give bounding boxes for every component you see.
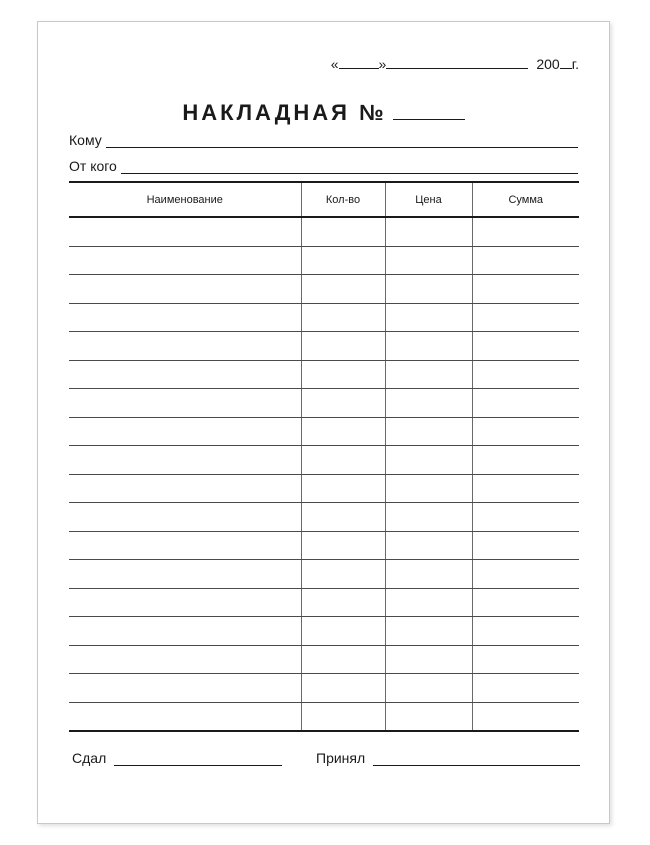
- received-signature: [316, 750, 580, 766]
- day-field[interactable]: [339, 56, 379, 69]
- table-row: [69, 617, 579, 646]
- invoice-number-field[interactable]: [393, 101, 465, 120]
- table-body: [69, 217, 579, 731]
- invoice-form-sheet: [37, 21, 610, 824]
- name-cell[interactable]: [69, 588, 301, 617]
- received-label: Принял: [316, 750, 366, 766]
- table-row: [69, 303, 579, 332]
- name-cell[interactable]: [69, 303, 301, 332]
- month-field[interactable]: [386, 56, 528, 69]
- name-cell[interactable]: [69, 645, 301, 674]
- column-header-sum: Сумма: [472, 182, 579, 217]
- sender-field[interactable]: [121, 160, 578, 174]
- price-cell[interactable]: [385, 702, 472, 731]
- table-row: [69, 275, 579, 304]
- handed-over-signature: [72, 750, 282, 766]
- date-open-quote: «: [330, 56, 339, 72]
- name-cell[interactable]: [69, 246, 301, 275]
- quantity-cell[interactable]: [301, 560, 385, 589]
- sum-cell[interactable]: [472, 702, 579, 731]
- recipient-label: Кому: [69, 132, 102, 148]
- quantity-cell[interactable]: [301, 617, 385, 646]
- quantity-cell[interactable]: [301, 389, 385, 418]
- price-cell[interactable]: [385, 417, 472, 446]
- quantity-cell[interactable]: [301, 645, 385, 674]
- sum-cell[interactable]: [472, 417, 579, 446]
- year-prefix: 200: [536, 56, 560, 72]
- sum-cell[interactable]: [472, 560, 579, 589]
- sum-cell[interactable]: [472, 474, 579, 503]
- document-title-text: НАКЛАДНАЯ №: [182, 100, 387, 125]
- table-row: [69, 446, 579, 475]
- price-cell[interactable]: [385, 389, 472, 418]
- price-cell[interactable]: [385, 503, 472, 532]
- sender-row: [69, 158, 578, 174]
- column-header-price: Цена: [385, 182, 472, 217]
- price-cell[interactable]: [385, 303, 472, 332]
- table-row: [69, 702, 579, 731]
- document-title: [38, 100, 609, 126]
- price-cell[interactable]: [385, 560, 472, 589]
- name-cell[interactable]: [69, 674, 301, 703]
- recipient-row: [69, 132, 578, 148]
- name-cell[interactable]: [69, 617, 301, 646]
- name-cell[interactable]: [69, 417, 301, 446]
- sum-cell[interactable]: [472, 645, 579, 674]
- sum-cell[interactable]: [472, 246, 579, 275]
- table-row: [69, 645, 579, 674]
- sum-cell[interactable]: [472, 674, 579, 703]
- sum-cell[interactable]: [472, 446, 579, 475]
- sender-label: От кого: [69, 158, 117, 174]
- quantity-cell[interactable]: [301, 246, 385, 275]
- date-line: [331, 56, 579, 72]
- table-row: [69, 246, 579, 275]
- quantity-cell[interactable]: [301, 674, 385, 703]
- name-cell[interactable]: [69, 503, 301, 532]
- name-cell[interactable]: [69, 360, 301, 389]
- year-suffix: г.: [571, 56, 579, 72]
- name-cell[interactable]: [69, 474, 301, 503]
- quantity-cell[interactable]: [301, 275, 385, 304]
- quantity-cell[interactable]: [301, 702, 385, 731]
- column-header-name: Наименование: [69, 182, 301, 217]
- sum-cell[interactable]: [472, 275, 579, 304]
- quantity-cell[interactable]: [301, 446, 385, 475]
- table-row: [69, 217, 579, 246]
- sum-cell[interactable]: [472, 303, 579, 332]
- table-row: [69, 389, 579, 418]
- sum-cell[interactable]: [472, 588, 579, 617]
- sum-cell[interactable]: [472, 617, 579, 646]
- year-field[interactable]: [560, 56, 572, 69]
- table-row: [69, 417, 579, 446]
- recipient-field[interactable]: [106, 134, 578, 148]
- price-cell[interactable]: [385, 332, 472, 361]
- table-row: [69, 588, 579, 617]
- goods-table: [69, 181, 579, 732]
- name-cell[interactable]: [69, 332, 301, 361]
- price-cell[interactable]: [385, 531, 472, 560]
- name-cell[interactable]: [69, 217, 301, 246]
- table-header-row: [69, 182, 579, 217]
- table-row: [69, 360, 579, 389]
- handed-over-field[interactable]: [114, 752, 282, 766]
- table-row: [69, 674, 579, 703]
- table-row: [69, 474, 579, 503]
- price-cell[interactable]: [385, 446, 472, 475]
- price-cell[interactable]: [385, 474, 472, 503]
- name-cell[interactable]: [69, 702, 301, 731]
- price-cell[interactable]: [385, 674, 472, 703]
- table-row: [69, 531, 579, 560]
- name-cell[interactable]: [69, 389, 301, 418]
- name-cell[interactable]: [69, 531, 301, 560]
- sum-cell[interactable]: [472, 531, 579, 560]
- table-row: [69, 503, 579, 532]
- price-cell[interactable]: [385, 217, 472, 246]
- handed-over-label: Сдал: [72, 750, 107, 766]
- price-cell[interactable]: [385, 588, 472, 617]
- quantity-cell[interactable]: [301, 474, 385, 503]
- table-row: [69, 560, 579, 589]
- sum-cell[interactable]: [472, 217, 579, 246]
- received-field[interactable]: [373, 752, 580, 766]
- quantity-cell[interactable]: [301, 360, 385, 389]
- column-header-quantity: Кол-во: [301, 182, 385, 217]
- name-cell[interactable]: [69, 560, 301, 589]
- sum-cell[interactable]: [472, 389, 579, 418]
- quantity-cell[interactable]: [301, 588, 385, 617]
- quantity-cell[interactable]: [301, 217, 385, 246]
- price-cell[interactable]: [385, 246, 472, 275]
- name-cell[interactable]: [69, 446, 301, 475]
- date-close-quote: »: [378, 56, 387, 72]
- quantity-cell[interactable]: [301, 332, 385, 361]
- sum-cell[interactable]: [472, 332, 579, 361]
- name-cell[interactable]: [69, 275, 301, 304]
- table-row: [69, 332, 579, 361]
- price-cell[interactable]: [385, 275, 472, 304]
- quantity-cell[interactable]: [301, 503, 385, 532]
- quantity-cell[interactable]: [301, 417, 385, 446]
- price-cell[interactable]: [385, 360, 472, 389]
- quantity-cell[interactable]: [301, 531, 385, 560]
- price-cell[interactable]: [385, 617, 472, 646]
- quantity-cell[interactable]: [301, 303, 385, 332]
- sum-cell[interactable]: [472, 360, 579, 389]
- sum-cell[interactable]: [472, 503, 579, 532]
- price-cell[interactable]: [385, 645, 472, 674]
